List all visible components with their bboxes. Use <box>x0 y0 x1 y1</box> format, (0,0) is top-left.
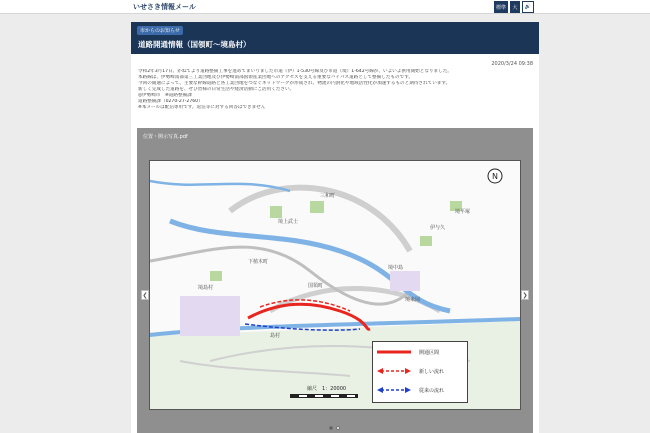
slide-dot[interactable] <box>336 426 340 430</box>
map-scale-bar <box>290 394 358 398</box>
route-map[interactable] <box>149 160 521 410</box>
map-label: 島村 <box>270 333 281 339</box>
legend-label: 従来の流れ <box>419 387 445 394</box>
solid-line-icon <box>377 348 411 356</box>
legend-label: 開通区間 <box>419 349 440 356</box>
article-card <box>131 22 539 433</box>
map-label: 境平塚 <box>455 209 471 215</box>
map-legend <box>372 341 468 403</box>
legend-label: 新しい流れ <box>419 368 445 375</box>
dashed-arrow-icon <box>377 367 411 375</box>
standard-size-button[interactable]: 標準 <box>494 1 508 13</box>
legend-row-old-flow <box>377 384 445 396</box>
map-label: 三和町 <box>320 193 336 199</box>
slide-dot[interactable] <box>329 426 333 430</box>
site-title[interactable]: いせさき情報メール <box>133 3 196 11</box>
map-label: 境中島 <box>388 265 404 271</box>
previous-image-button[interactable]: ❮ <box>142 291 148 299</box>
slide-indicator <box>329 426 340 430</box>
map-scale-label: 縮尺 1：20000 <box>307 386 347 392</box>
map-label: 伊与久 <box>430 225 446 231</box>
top-bar <box>0 0 650 14</box>
article-header <box>131 22 539 54</box>
body-line: 道路整備課（0270-27-2760） <box>138 99 203 104</box>
dashed-arrow-icon <box>377 386 411 394</box>
map-label: 下植木町 <box>248 259 269 265</box>
speaker-icon[interactable]: 🔊 <box>522 1 534 13</box>
image-viewer <box>137 128 533 433</box>
article-body <box>138 69 530 111</box>
map-label: 境米岡 <box>405 297 421 303</box>
body-line: 本路線は、伊勢崎南部第三工業団地及び伊勢崎南部国領産業団地へのアクセスを支える重要なバイパス道路として整備したものです。 <box>138 75 414 80</box>
legend-row-opened <box>377 346 440 358</box>
legend-row-new-flow <box>377 365 445 377</box>
north-label: N <box>492 172 498 181</box>
article-date: 2020/3/24 09:38 <box>491 61 533 67</box>
category-badge: 市からのお知らせ <box>137 26 183 35</box>
body-line: ◎伊勢崎市 ※道路整備課 <box>138 93 192 98</box>
image-caption[interactable]: 位置・開示写真.pdf <box>143 134 188 140</box>
map-label: 国領町 <box>308 283 324 289</box>
article-title: 道路開通情報（国領町～境島村） <box>138 40 251 49</box>
body-line: 新しく完成した道路を、ぜひ皆様の日常生活や経済活動にご活用ください。 <box>138 87 295 92</box>
body-line: 今回の開通によって、主要な幹線道路と各工業団地をつなぐネットワークが形成され、物流の円滑化や地域活性化が加速するものと期待されています。 <box>138 81 451 86</box>
map-label: 境島村 <box>198 285 214 291</box>
body-line: 令和2年3月17日、かねてより道路整備工事を進めてまいりました市道（伊）1-530号線及び市道（境）1-642号線が、いよいよ供用開始となりました。 <box>138 69 452 74</box>
map-label: 境上武士 <box>278 219 299 225</box>
next-image-button[interactable]: ❯ <box>522 291 528 299</box>
large-size-button[interactable]: 大 <box>510 1 520 13</box>
body-line: ※本メールは配信専用です。返信等に対する回答はできません <box>138 105 266 110</box>
